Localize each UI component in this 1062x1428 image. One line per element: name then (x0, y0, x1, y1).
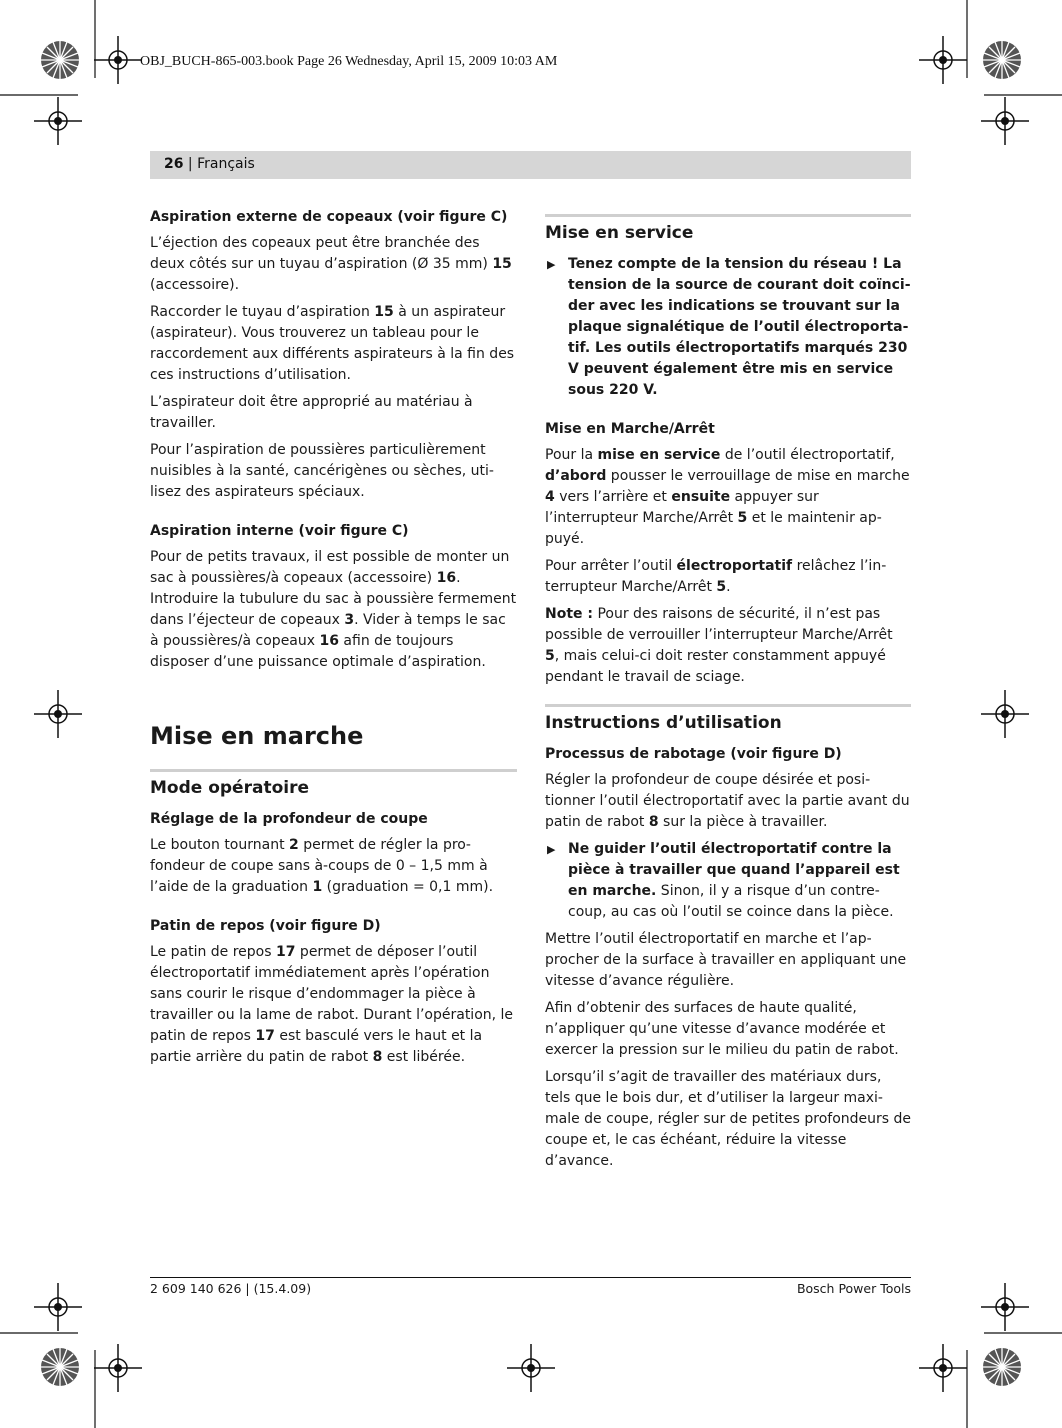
page-header-band (150, 151, 911, 179)
paragraph: Lorsqu’il s’agit de travailler des matériaux durs, tels que le bois dur, et d’utiliser la largeur maximale de coupe, régler sur de petites profondeurs de coupe et, le cas échéant, réduire la vitesse d’avance. (545, 1069, 912, 1169)
paragraph: Pour la mise en service de l’outil électroportatif, d’abord pousser le verrouillage de mise en marche 4 vers l’arrière et ensuite appuyer sur l’interrupteur Marche/Arrêt 5 et le maintenir appuyé. (545, 447, 910, 547)
paragraph: L’éjection des copeaux peut être branchée des deux côtés sur un tuyau d’aspiration (Ø 35 mm) 15 (accessoire). (150, 235, 512, 293)
header-separator: | (183, 156, 198, 172)
page-header (164, 154, 255, 174)
paragraph: Le patin de repos 17 permet de déposer l’outil électroportatif immédiatement après l’opération sans courir le risque d’endommager la pièce à travailler ou la lame de rabot. Durant l’opération, le patin de repos 17 est basculé vers le haut et la partie arrière du patin de rabot 8 est libérée. (150, 944, 514, 1065)
warning-voltage: ▶ Tenez compte de la tension du réseau ! La tension de la source de courant doit coïncider avec les indications se trouvant sur la plaque signalétique de l’outil électroportatif. Les outils électroportatifs marqués 230 V peuvent également être mis en service sous 220 V. (547, 256, 911, 398)
footer-brand: Bosch Power Tools (796, 1281, 911, 1296)
subheading-internal-extraction: Aspiration interne (voir figure C) (150, 523, 409, 539)
section-title: Mise en marche (150, 722, 364, 750)
section-heading-instructions: Instructions d’utilisation (545, 704, 911, 734)
subheading-planing: Processus de rabotage (voir figure D) (545, 746, 842, 762)
paragraph: Pour arrêter l’outil électroportatif relâchez l’interrupteur Marche/Arrêt 5. (545, 558, 887, 595)
page-number: 26 (164, 156, 184, 172)
subheading-on-off: Mise en Marche/Arrêt (545, 421, 715, 437)
section-heading-service: Mise en service (545, 214, 911, 244)
left-column (150, 207, 517, 1074)
subheading-external-extraction: Aspiration externe de copeaux (voir figure C) (150, 209, 508, 225)
print-slug: OBJ_BUCH-865-003.book Page 26 Wednesday, April 15, 2009 10:03 AM (140, 54, 558, 69)
header-language: Français (197, 156, 255, 172)
paragraph: Afin d’obtenir des surfaces de haute qualité, n’appliquer qu’une vitesse d’avance modérée et exercer la pression sur le milieu du patin de rabot. (545, 1000, 899, 1058)
paragraph: Pour l’aspiration de poussières particulièrement nuisibles à la santé, cancérigènes ou sèches, utilisez des aspirateurs spéciaux. (150, 442, 494, 500)
right-column (545, 214, 911, 1178)
paragraph: Le bouton tournant 2 permet de régler la profondeur de coupe sans à-coups de 0 – 1,5 mm à l’aide de la graduation 1 (graduation = 0,1 mm). (150, 837, 494, 895)
footer-rule (150, 1277, 911, 1278)
subheading-depth: Réglage de la profondeur de coupe (150, 811, 428, 827)
bullet-arrow-icon: ▶ (547, 258, 556, 271)
paragraph: Régler la profondeur de coupe désirée et positionner l’outil électroportatif avec la partie avant du patin de rabot 8 sur la pièce à travailler. (545, 772, 910, 830)
warning-guide: ▶ Ne guider l’outil électroportatif contre la pièce à travailler que quand l’appareil est en marche. Sinon, il y a risque d’un contrecoup, au cas où l’outil se coince dans la pièce. (547, 841, 900, 920)
paragraph: Mettre l’outil électroportatif en marche et l’approcher de la surface à travailler en appliquant une vitesse d’avance régulière. (545, 931, 907, 989)
paragraph: Raccorder le tuyau d’aspiration 15 à un aspirateur (aspirateur). Vous trouverez un tableau pour le raccordement aux différents aspirateurs à la fin des ces instructions d’utilisation. (150, 304, 515, 383)
bullet-arrow-icon: ▶ (547, 843, 556, 856)
paragraph: Pour de petits travaux, il est possible de monter un sac à poussières/à copeaux (accessoire) 16. Introduire la tubulure du sac à poussière fermement dans l’éjecteur de copeaux 3. Vider à temps le sac à poussières/à copeaux 16 afin de toujours disposer d’une puissance optimale d’aspiration. (150, 549, 517, 670)
paragraph: L’aspirateur doit être approprié au matériau à travailler. (150, 394, 473, 431)
paragraph: Note : Pour des raisons de sécurité, il n’est pas possible de verrouiller l’interrupteur Marche/Arrêt 5, mais celui-ci doit rester constamment appuyé pendant le travail de sciage. (545, 606, 893, 685)
footer-doc-number: 2 609 140 626 | (15.4.09) (150, 1281, 312, 1296)
section-heading-mode: Mode opératoire (150, 769, 517, 799)
subheading-rest-foot: Patin de repos (voir figure D) (150, 918, 381, 934)
